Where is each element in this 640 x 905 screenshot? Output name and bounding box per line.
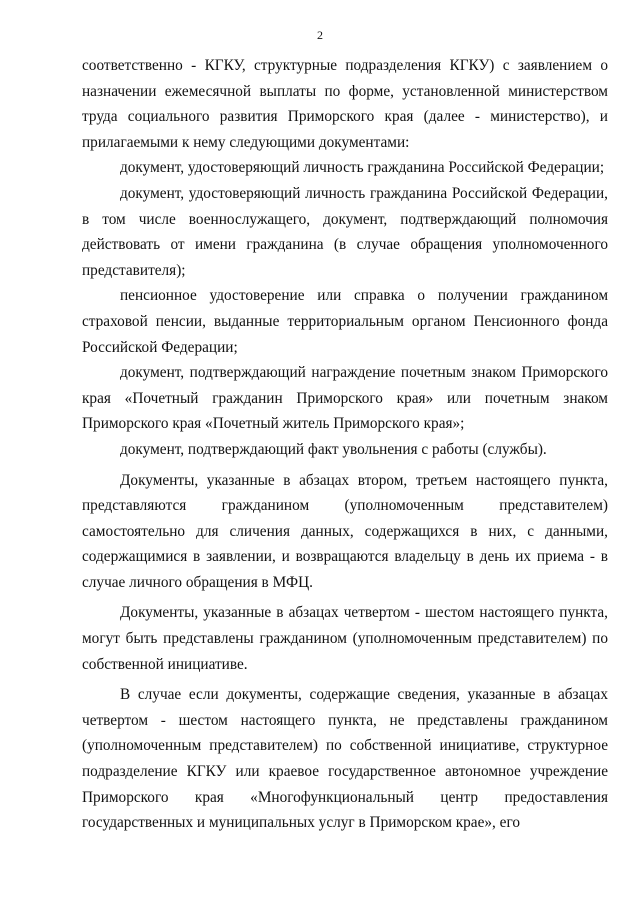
page-number: 2 [317, 28, 323, 42]
document-body [82, 53, 608, 836]
paragraph-documents-not-submitted: В случае если документы, содержащие сведения, указанные в абзацах четвертом - шестом настоящего пункта, не представлены гражданином (уполномоченным представителем) по собственной инициативе, структурное подразделение КГКУ или краевое государственное автономное учреждение Приморского края «Многофункциональный центр предоставления государственных и муниципальных услуг в Приморском крае», его [82, 686, 608, 832]
paragraph-doc-identity: документ, удостоверяющий личность гражданина Российской Федерации; [120, 159, 605, 177]
paragraph-doc-award: документ, подтверждающий награждение почетным знаком Приморского края «Почетный гражданин Приморского края» или почетным знаком Приморского края «Почетный житель Приморского края»; [82, 364, 608, 433]
paragraph-documents-optional: Документы, указанные в абзацах четвертом - шестом настоящего пункта, могут быть представлены гражданином (уполномоченным представителем) по собственной инициативе. [82, 604, 608, 673]
paragraph-doc-pension: пенсионное удостоверение или справка о получении гражданином страховой пенсии, выданные территориальным органом Пенсионного фонда Российской Федерации; [82, 287, 608, 356]
paragraph-continuation: соответственно - КГКУ, структурные подразделения КГКУ) с заявлением о назначении ежемесячной выплаты по форме, установленной министерством труда социального развития Приморского края (далее - министерство), и прилагаемыми к нему следующими документами: [82, 57, 608, 151]
paragraph-doc-dismissal: документ, подтверждающий факт увольнения с работы (службы). [120, 440, 547, 458]
paragraph-documents-submitted: Документы, указанные в абзацах втором, третьем настоящего пункта, представляются гражданином (уполномоченным представителем) самостоятельно для сличения данных, содержащихся в них, с данными, содержащимися в заявлении, и возвращаются владельцу в день их приема - в случае личного обращения в МФЦ. [82, 471, 608, 591]
paragraph-doc-representative: документ, удостоверяющий личность гражданина Российской Федерации, в том числе военнослужащего, документ, подтверждающий полномочия действовать от имени гражданина (в случае обращения уполномоченного представителя); [82, 184, 608, 279]
